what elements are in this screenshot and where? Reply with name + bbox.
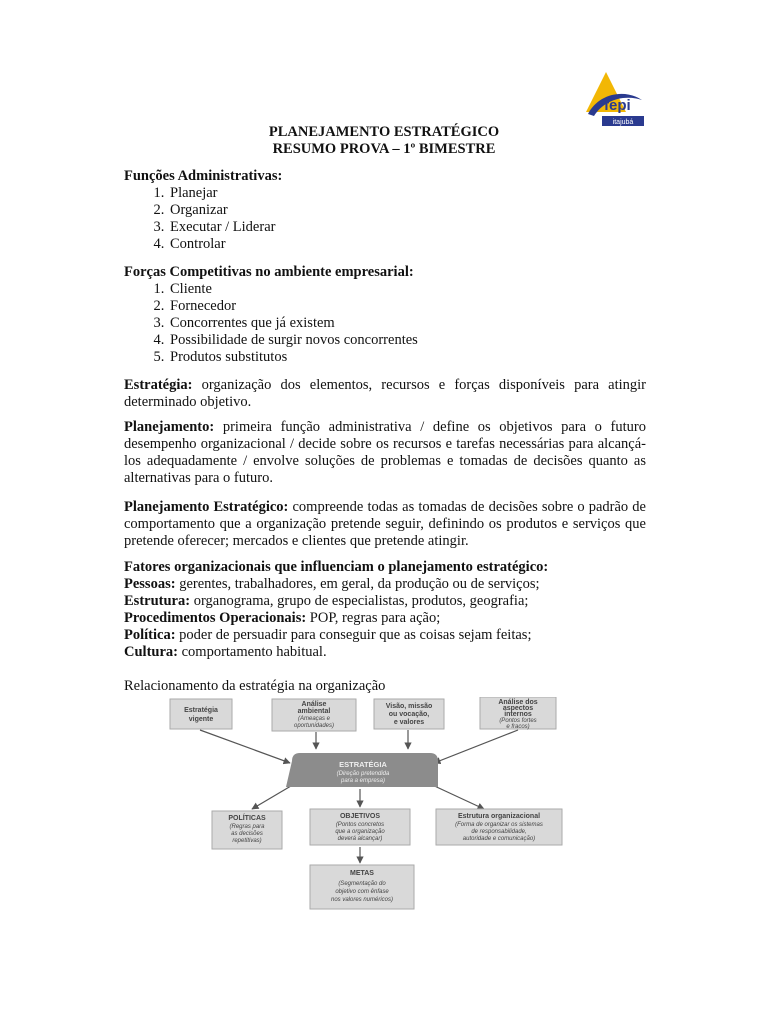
box-title: Análise [301, 701, 327, 708]
fator-line [124, 627, 646, 644]
center-title: ESTRATÉGIA [339, 760, 387, 769]
fatores-section [124, 559, 646, 661]
list-item: 1. Cliente [168, 281, 646, 298]
forcas-heading: Forças Competitivas no ambiente empresarial: [124, 264, 414, 280]
fator-term: Estrutura: [124, 593, 191, 609]
planejamento-definition: primeira função administrativa / define os objetivos para o futuro desempenho organizacional / decide sobre os recursos e tarefas necessárias para alcançá-los adequadamente / envolve soluções de problemas e tomadas de decisões quanto as alternativas para o futuro. [124, 419, 646, 486]
box-subtitle: nos valores numéricos) [330, 897, 394, 903]
planejamento-paragraph [124, 419, 646, 487]
box-title: ambiental [297, 708, 331, 715]
box-subtitle: repetitivas) [232, 838, 262, 844]
box-title: vigente [188, 716, 214, 723]
box-title: Estratégia [184, 707, 218, 714]
fator-definition: comportamento habitual. [177, 644, 327, 660]
list-item: 1. Planejar [168, 185, 646, 202]
box-title: ou vocação, [388, 711, 430, 718]
forcas-list [124, 281, 646, 366]
planejamento-estrategico-term: Planejamento Estratégico: [124, 499, 289, 515]
fepi-logo [584, 70, 646, 132]
fatores-heading: Fatores organizacionais que influenciam o planejamento estratégico: [124, 559, 549, 575]
box-subtitle: (Pontos fortes [499, 718, 537, 724]
box-title: aspectos [502, 705, 534, 712]
forcas-section [124, 264, 646, 366]
box-subtitle: e fracos) [506, 724, 530, 730]
fator-term: Cultura: [124, 644, 178, 660]
fator-line [124, 644, 646, 661]
list-item: 2. Organizar [168, 202, 646, 219]
fator-definition: poder de persuadir para conseguir que as coisas sejam feitas; [175, 627, 532, 643]
fator-term: Procedimentos Operacionais: [124, 610, 307, 626]
list-item: 4. Controlar [168, 236, 646, 253]
box-title: METAS [350, 870, 374, 877]
page-subtitle: RESUMO PROVA – 1º BIMESTRE [272, 141, 496, 157]
box-subtitle: que a organização [335, 829, 385, 835]
center-subtitle: (Direção pretendida [336, 771, 390, 777]
box-subtitle: autoridade e comunicação) [462, 836, 536, 842]
list-item: 3. Concorrentes que já existem [168, 315, 646, 332]
logo-name: fepi [604, 97, 631, 114]
page-title: PLANEJAMENTO ESTRATÉGICO [268, 124, 500, 140]
estrategia-term: Estratégia: [124, 377, 193, 393]
strategy-diagram [160, 697, 586, 914]
box-subtitle: as decisões [231, 831, 263, 837]
box-estrategia-vigente [170, 699, 232, 729]
list-item: 5. Produtos substitutos [168, 349, 646, 366]
box-subtitle: de responsabilidade, [471, 829, 527, 835]
arrow-icon [200, 730, 290, 763]
box-subtitle: (Forma de organizar os sistemas [455, 822, 543, 828]
funcoes-section [124, 168, 646, 253]
planejamento-term: Planejamento: [124, 419, 215, 435]
box-title: e valores [393, 719, 425, 726]
box-title: POLÍTICAS [228, 815, 266, 822]
box-subtitle: (Ameaças e [297, 716, 331, 722]
box-title: Análise dos [498, 699, 538, 706]
fator-line [124, 576, 646, 593]
box-subtitle: oportunidades) [293, 723, 335, 729]
box-subtitle: deverá alcançar) [337, 836, 383, 842]
fator-definition: gerentes, trabalhadores, em geral, da produção ou de serviços; [175, 576, 540, 592]
estrategia-definition: organização dos elementos, recursos e forças disponíveis para atingir determinado objetivo. [124, 377, 646, 410]
list-item: 3. Executar / Liderar [168, 219, 646, 236]
planejamento-estrategico-definition: compreende todas as tomadas de decisões sobre o padrão de comportamento que a organização pretende seguir, definindo os produtos e serviços que pretende oferecer; mercados e clientes que pretende atingir. [124, 499, 646, 549]
box-title: OBJETIVOS [339, 813, 381, 820]
planejamento-estrategico-paragraph [124, 499, 646, 550]
box-subtitle: objetivo com ênfase [335, 889, 389, 895]
box-title: internos [504, 711, 532, 718]
estrategia-paragraph [124, 377, 646, 411]
list-item: 2. Fornecedor [168, 298, 646, 315]
box-title: Estrutura organizacional [457, 813, 541, 820]
fator-term: Pessoas: [124, 576, 176, 592]
funcoes-list [124, 185, 646, 253]
center-subtitle: para a empresa) [340, 778, 386, 784]
logo-subtitle: itajubá [612, 119, 634, 126]
box-subtitle: (Regras para [229, 824, 265, 830]
list-item: 4. Possibilidade de surgir novos concorrentes [168, 332, 646, 349]
fator-definition: organograma, grupo de especialistas, produtos, geografia; [190, 593, 529, 609]
box-subtitle: (Pontos concretos [335, 822, 385, 828]
diagram-caption: Relacionamento da estratégia na organização [124, 678, 386, 694]
fator-line [124, 593, 646, 610]
arrow-icon [434, 730, 518, 763]
fator-term: Política: [124, 627, 176, 643]
box-title: Visão, missão [385, 703, 433, 710]
fator-definition: POP, regras para ação; [306, 610, 441, 626]
box-subtitle: (Segmentação do [338, 881, 386, 887]
fator-line [124, 610, 646, 627]
funcoes-heading: Funções Administrativas: [124, 168, 283, 184]
